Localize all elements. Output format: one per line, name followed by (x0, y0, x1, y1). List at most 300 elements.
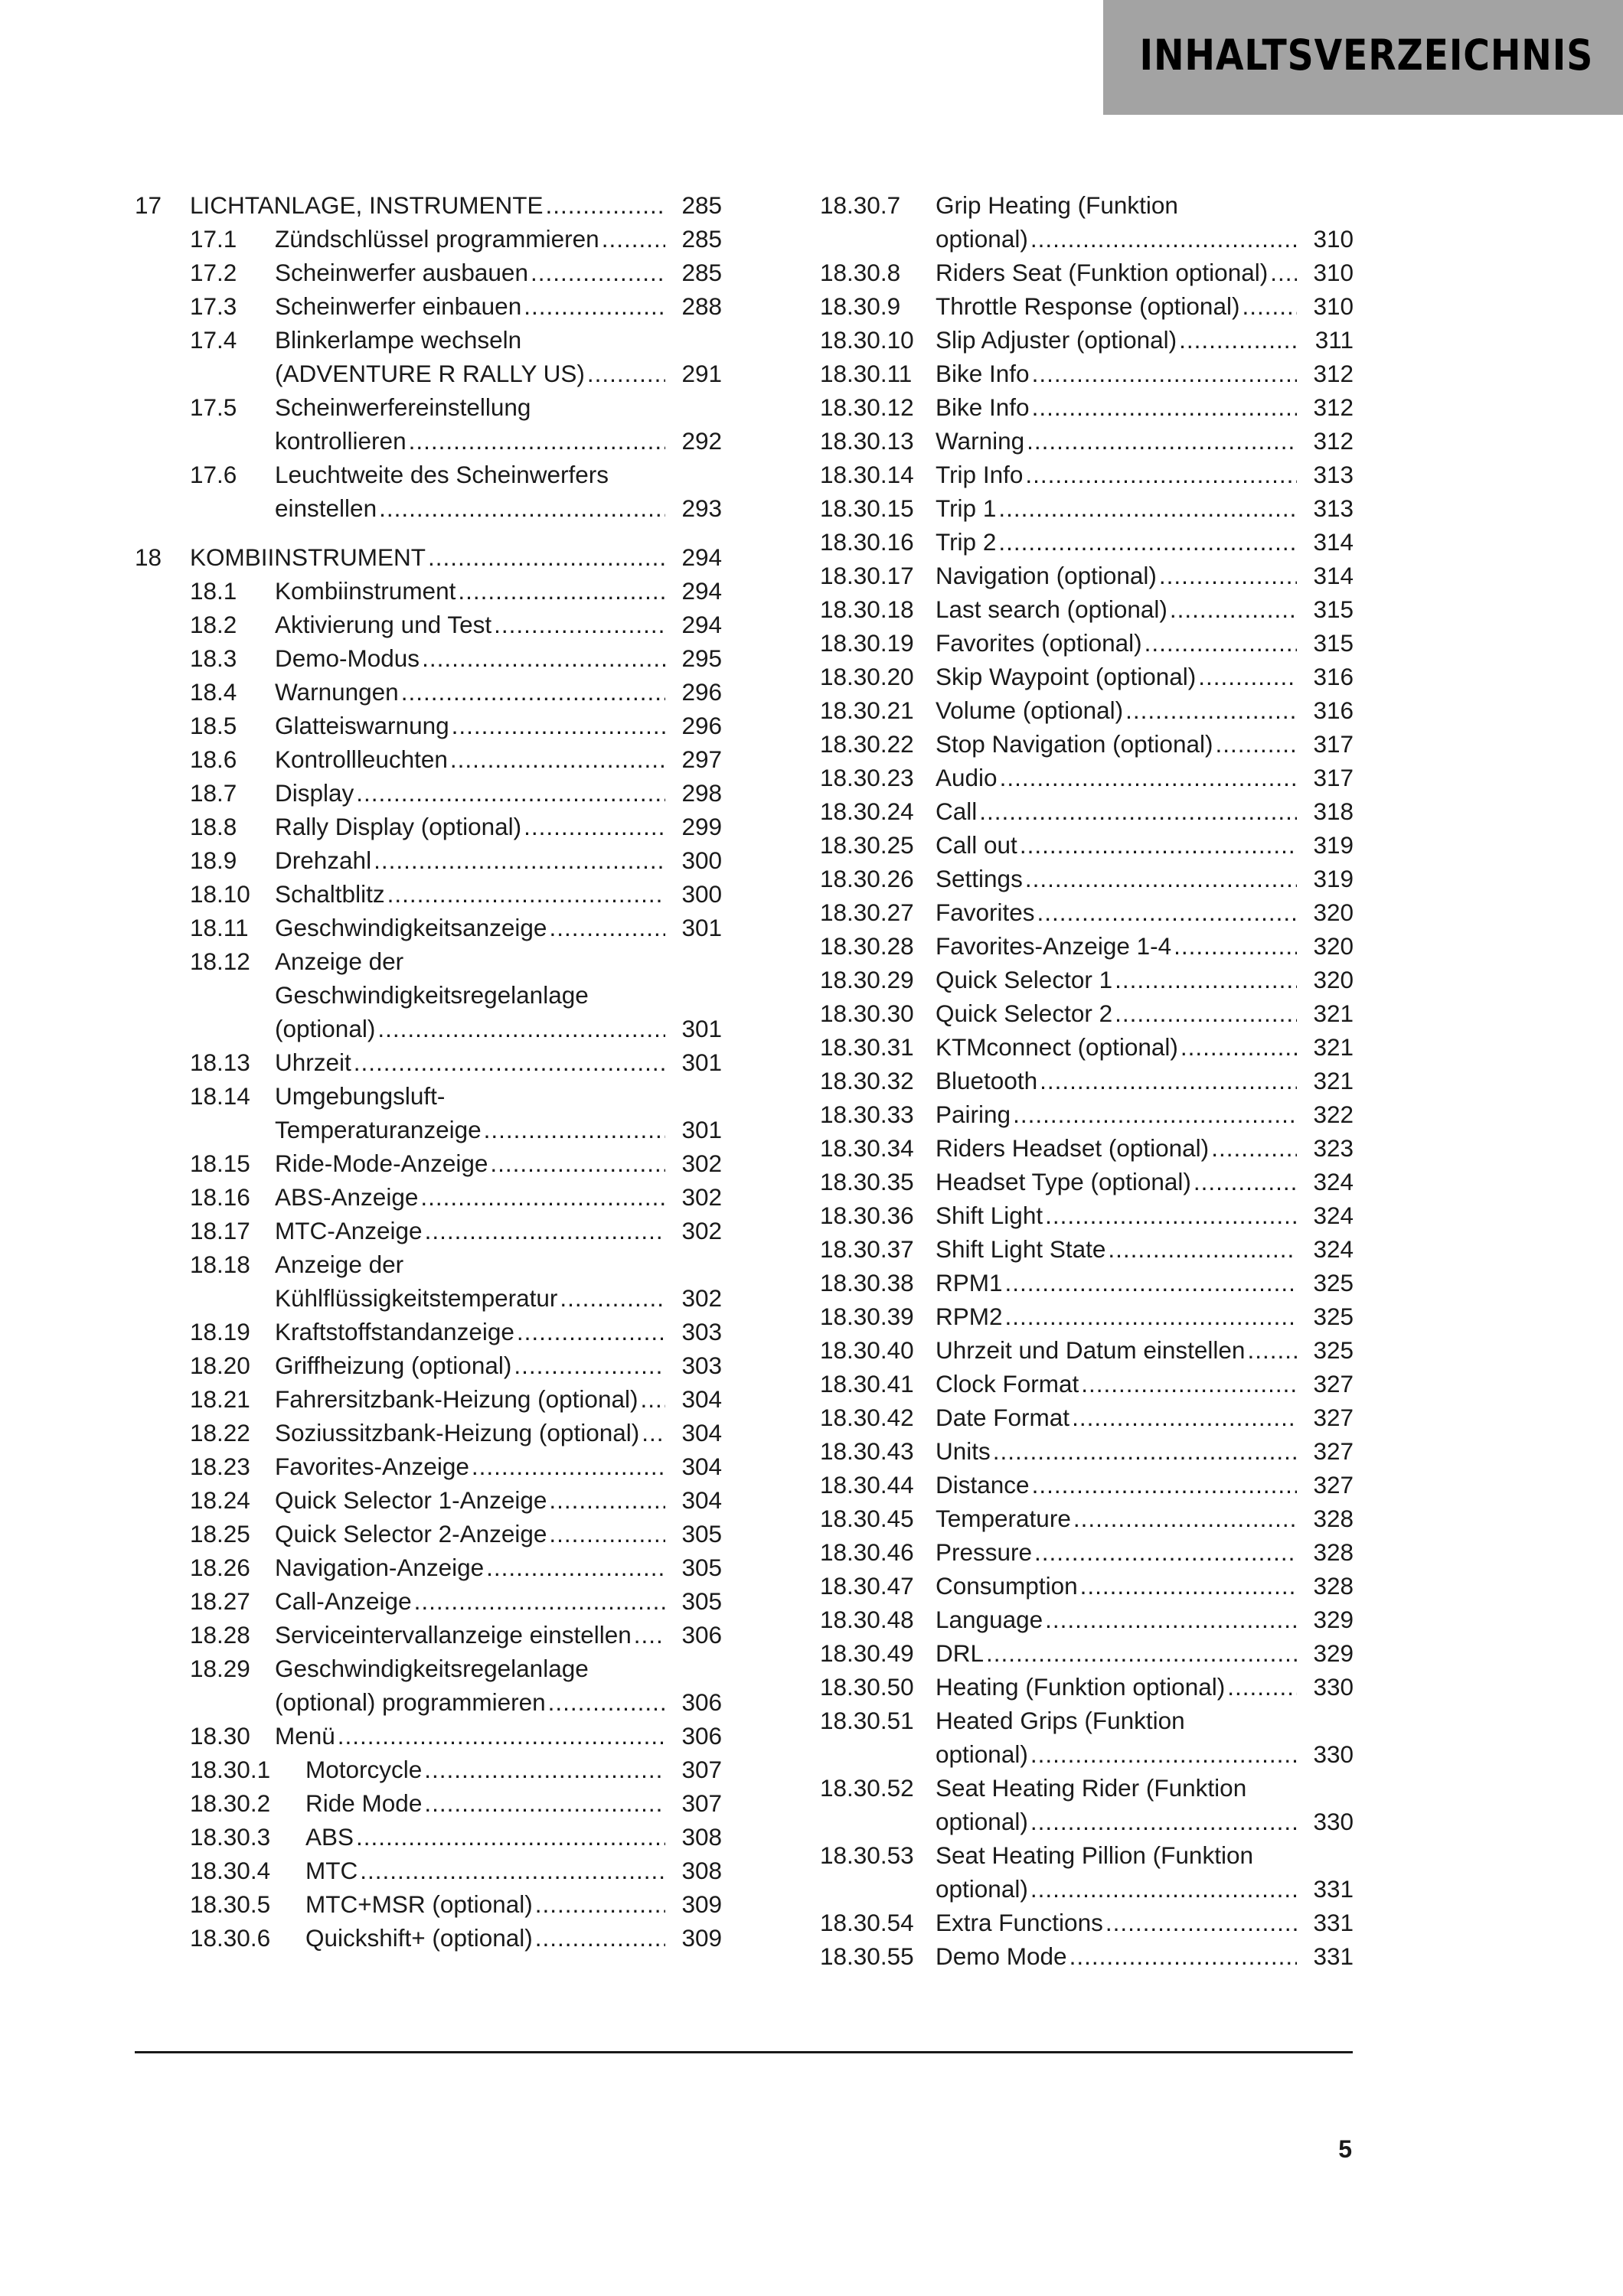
toc-entry[interactable] (135, 390, 722, 458)
toc-entry-title: Clock Format (936, 1370, 1079, 1397)
toc-entry-number: 18.30.11 (820, 360, 913, 387)
toc-entry[interactable] (135, 1719, 722, 1753)
toc-entry[interactable] (135, 222, 722, 256)
toc-entry-number: 18.30.40 (820, 1336, 914, 1364)
toc-entry[interactable] (820, 390, 1354, 424)
toc-entry[interactable] (135, 1315, 722, 1349)
toc-entry-title: Soziussitzbank-Heizung (optional) (275, 1419, 640, 1446)
toc-entry[interactable] (820, 1670, 1354, 1704)
toc-entry-number: 18.17 (190, 1217, 250, 1244)
toc-entry-number: 18.30.16 (820, 528, 914, 556)
toc-entry[interactable] (135, 188, 722, 222)
toc-entry-number: 17.6 (190, 461, 237, 488)
toc-entry-page: 294 (681, 577, 722, 605)
toc-entry[interactable] (135, 810, 722, 843)
dot-leader (602, 222, 665, 256)
dot-leader (1032, 1468, 1297, 1502)
toc-entry[interactable] (820, 256, 1354, 289)
toc-entry-page: 300 (681, 846, 722, 874)
toc-entry-page: 324 (1313, 1202, 1354, 1229)
toc-entry-title: Trip 1 (936, 494, 997, 522)
dot-leader (634, 1618, 665, 1652)
toc-entry[interactable] (820, 1636, 1354, 1670)
toc-entry-page: 310 (1313, 259, 1354, 286)
toc-entry[interactable] (135, 877, 722, 911)
toc-entry-title: Display (275, 779, 354, 807)
toc-entry-title: Ride Mode (305, 1789, 423, 1817)
toc-entry-page: 303 (681, 1318, 722, 1345)
dot-leader (1030, 1805, 1297, 1838)
dot-leader (1211, 1131, 1297, 1165)
toc-entry-title: Kontrollleuchten (275, 745, 448, 773)
toc-entry-title: Slip Adjuster (optional) (936, 326, 1177, 354)
dot-leader (993, 1434, 1297, 1468)
toc-entry-number: 17.3 (190, 292, 237, 320)
toc-entry[interactable] (135, 1887, 722, 1921)
toc-entry[interactable] (135, 843, 722, 877)
toc-entry[interactable] (135, 1045, 722, 1079)
toc-entry-title: MTC+MSR (optional) (305, 1890, 533, 1918)
toc-entry[interactable] (820, 1434, 1354, 1468)
toc-entry[interactable] (820, 1939, 1354, 1973)
toc-entry[interactable] (135, 1180, 722, 1214)
toc-entry-number: 18.30.8 (820, 259, 901, 286)
toc-entry[interactable] (820, 1535, 1354, 1569)
toc-entry-page: 310 (1313, 225, 1354, 253)
toc-entry[interactable] (820, 188, 1354, 256)
toc-entry[interactable] (820, 1064, 1354, 1097)
toc-entry-title: Units (936, 1437, 991, 1465)
toc-entry[interactable] (820, 559, 1354, 592)
toc-entry-number: 18.25 (190, 1520, 250, 1548)
toc-entry[interactable] (135, 1921, 722, 1955)
toc-entry-page: 323 (1313, 1134, 1354, 1162)
dot-leader (998, 491, 1297, 525)
toc-entry[interactable] (820, 1603, 1354, 1636)
toc-entry[interactable] (135, 1450, 722, 1483)
dot-leader (338, 1719, 665, 1753)
dot-leader (486, 1551, 665, 1584)
toc-entry-title: Trip Info (936, 461, 1024, 488)
toc-entry-number: 18.30.27 (820, 899, 914, 926)
dot-leader (428, 540, 665, 574)
toc-entry[interactable] (820, 424, 1354, 458)
toc-entry-title: Distance (936, 1471, 1030, 1499)
toc-entry-page: 304 (681, 1486, 722, 1514)
toc-entry-title: Warning (936, 427, 1025, 455)
toc-entry-page: 321 (1313, 1067, 1354, 1094)
toc-entry[interactable] (135, 540, 722, 574)
toc-entry-number: 18.30.2 (190, 1789, 271, 1817)
toc-entry-page: 313 (1313, 461, 1354, 488)
toc-entry-page: 312 (1313, 360, 1354, 387)
dot-leader (422, 641, 665, 675)
toc-entry-title: optional) (936, 1875, 1028, 1903)
toc-entry-page: 303 (681, 1352, 722, 1379)
dot-leader (360, 1854, 665, 1887)
toc-entry-title: Favorites (optional) (936, 629, 1142, 657)
toc-entry[interactable] (820, 761, 1354, 794)
toc-entry-page: 329 (1313, 1606, 1354, 1633)
dot-leader (1125, 693, 1297, 727)
toc-entry-number: 18.30.30 (820, 1000, 914, 1027)
toc-entry[interactable] (135, 1753, 722, 1786)
toc-entry[interactable] (820, 626, 1354, 660)
toc-entry-number: 18.30.7 (820, 191, 901, 219)
dot-leader (1145, 626, 1297, 660)
toc-entry-number: 18.30.53 (820, 1841, 914, 1869)
dot-leader (1005, 1266, 1297, 1300)
toc-entry[interactable] (135, 323, 722, 390)
toc-entry-number: 18.30.37 (820, 1235, 914, 1263)
toc-entry-number: 18.30.44 (820, 1471, 914, 1499)
toc-entry-number: 18.30.3 (190, 1823, 271, 1851)
toc-column-left (135, 188, 722, 1955)
dot-leader (1045, 1603, 1297, 1636)
toc-entry[interactable] (135, 1551, 722, 1584)
toc-entry-page: 302 (681, 1284, 722, 1312)
toc-entry[interactable] (820, 525, 1354, 559)
toc-entry-title: optional) (936, 1808, 1028, 1835)
toc-entry-page: 291 (681, 360, 722, 387)
toc-entry-page: 314 (1313, 562, 1354, 589)
toc-entry-title: Temperaturanzeige (275, 1116, 482, 1143)
toc-entry[interactable] (135, 1247, 722, 1315)
toc-entry-title: Anzeige der (275, 947, 404, 975)
toc-entry[interactable] (135, 944, 722, 1045)
toc-entry-title: Ride-Mode-Anzeige (275, 1150, 488, 1177)
toc-entry-page: 304 (681, 1453, 722, 1480)
toc-entry-page: 309 (681, 1924, 722, 1952)
toc-entry-number: 18.30.50 (820, 1673, 914, 1701)
toc-entry-title: RPM2 (936, 1303, 1003, 1330)
dot-leader (1080, 1569, 1297, 1603)
toc-entry-page: 330 (1313, 1740, 1354, 1768)
toc-entry[interactable] (820, 1199, 1354, 1232)
toc-entry[interactable] (135, 289, 722, 323)
dot-leader (1025, 862, 1297, 895)
toc-entry-title: Bike Info (936, 360, 1030, 387)
toc-entry-page: 301 (681, 1015, 722, 1042)
toc-entry-number: 18.30.32 (820, 1067, 914, 1094)
toc-entry[interactable] (820, 1367, 1354, 1401)
toc-entry-title: Pressure (936, 1538, 1033, 1566)
dot-leader (1072, 1401, 1297, 1434)
toc-entry[interactable] (135, 1382, 722, 1416)
toc-entry-number: 18.16 (190, 1183, 250, 1211)
toc-entry[interactable] (820, 1906, 1354, 1939)
toc-entry-page: 313 (1313, 494, 1354, 522)
toc-entry-number: 18.30.4 (190, 1857, 271, 1884)
toc-entry-number: 18.15 (190, 1150, 250, 1177)
toc-entry-title: optional) (936, 225, 1028, 253)
toc-entry[interactable] (820, 895, 1354, 929)
toc-entry-page: 327 (1313, 1437, 1354, 1465)
toc-entry[interactable] (820, 1131, 1354, 1165)
toc-entry-page: 310 (1313, 292, 1354, 320)
toc-entry-title: (ADVENTURE R RALLY US) (275, 360, 585, 387)
toc-entry[interactable] (135, 911, 722, 944)
toc-entry[interactable] (820, 828, 1354, 862)
toc-entry[interactable] (820, 1097, 1354, 1131)
toc-entry-number: 18.30.46 (820, 1538, 914, 1566)
toc-entry-title: Pairing (936, 1101, 1011, 1128)
toc-entry-number: 18.30.42 (820, 1404, 914, 1431)
toc-entry-number: 18.30.28 (820, 932, 914, 960)
toc-entry[interactable] (135, 1820, 722, 1854)
toc-entry-title: Heating (Funktion optional) (936, 1673, 1226, 1701)
toc-entry-page: 292 (681, 427, 722, 455)
dot-leader (377, 1012, 665, 1045)
toc-entry-page: 325 (1313, 1269, 1354, 1296)
toc-entry-title: Scheinwerfer ausbauen (275, 259, 528, 286)
toc-entry-number: 18.19 (190, 1318, 250, 1345)
dot-leader (979, 794, 1297, 828)
dot-leader (409, 424, 665, 458)
toc-entry-title: optional) (936, 1740, 1028, 1768)
toc-entry-title: Demo-Modus (275, 644, 420, 672)
toc-entry[interactable] (820, 1266, 1354, 1300)
toc-entry-title: Anzeige der (275, 1251, 404, 1278)
toc-entry-page: 296 (681, 712, 722, 739)
dot-leader (1115, 996, 1297, 1030)
page-number: 5 (1338, 2135, 1352, 2163)
toc-entry-page: 311 (1314, 326, 1354, 354)
toc-entry-title: Scheinwerfer einbauen (275, 292, 522, 320)
dot-leader (1215, 727, 1297, 761)
toc-entry-title: Temperature (936, 1505, 1071, 1532)
toc-entry-number: 18.30.22 (820, 730, 914, 758)
toc-entry[interactable] (135, 641, 722, 675)
toc-entry-number: 18.30.51 (820, 1707, 914, 1734)
toc-entry-page: 327 (1313, 1404, 1354, 1431)
toc-entry-number: 18.5 (190, 712, 237, 739)
toc-entry-number: 18.30.45 (820, 1505, 914, 1532)
toc-entry-number: 18.1 (190, 577, 237, 605)
toc-entry-number: 18.22 (190, 1419, 250, 1446)
toc-entry[interactable] (820, 1165, 1354, 1199)
dot-leader (484, 1113, 665, 1146)
toc-entry-number: 18.30.36 (820, 1202, 914, 1229)
toc-entry[interactable] (820, 1838, 1354, 1906)
toc-entry-number: 18.21 (190, 1385, 250, 1413)
toc-entry-title: Date Format (936, 1404, 1070, 1431)
toc-entry-title: Rally Display (optional) (275, 813, 522, 840)
toc-entry-number: 18.20 (190, 1352, 250, 1379)
toc-entry[interactable] (820, 1333, 1354, 1367)
toc-entry-number: 18.30.47 (820, 1572, 914, 1600)
toc-entry-title: Bluetooth (936, 1067, 1038, 1094)
dot-leader (1000, 761, 1297, 794)
toc-entry[interactable] (135, 1652, 722, 1719)
section-header (1103, 0, 1623, 115)
toc-entry-title: Trip 2 (936, 528, 997, 556)
toc-entry[interactable] (820, 1401, 1354, 1434)
toc-entry-number: 18.11 (190, 914, 249, 941)
toc-entry-title: Audio (936, 764, 998, 791)
toc-entry-number: 18.30.13 (820, 427, 914, 455)
toc-entry-page: 296 (681, 678, 722, 706)
toc-entry-number: 18.13 (190, 1049, 250, 1076)
section-title: INHALTSVERZEICHNIS (1139, 31, 1594, 80)
dot-leader (490, 1146, 665, 1180)
toc-entry-title: Consumption (936, 1572, 1078, 1600)
toc-entry[interactable] (820, 323, 1354, 357)
toc-entry-number: 17.1 (190, 225, 237, 253)
toc-entry-title: Volume (optional) (936, 696, 1124, 724)
toc-entry-page: 319 (1313, 831, 1354, 859)
toc-entry-number: 18.30.29 (820, 966, 914, 993)
toc-entry[interactable] (135, 709, 722, 742)
toc-entry[interactable] (135, 1349, 722, 1382)
dot-leader (1045, 1199, 1297, 1232)
toc-entry-title: Favorites-Anzeige 1-4 (936, 932, 1172, 960)
toc-entry[interactable] (820, 1704, 1354, 1771)
toc-entry[interactable] (820, 794, 1354, 828)
toc-entry[interactable] (135, 1214, 722, 1247)
toc-entry[interactable] (135, 574, 722, 608)
toc-entry[interactable] (820, 289, 1354, 323)
dot-leader (1013, 1097, 1297, 1131)
dot-leader (458, 574, 665, 608)
toc-entry[interactable] (820, 1232, 1354, 1266)
dot-leader (1174, 929, 1297, 963)
toc-entry[interactable] (135, 1146, 722, 1180)
dot-leader (424, 1786, 665, 1820)
toc-entry-title: Favorites (936, 899, 1035, 926)
toc-entry-page: 314 (1313, 528, 1354, 556)
toc-entry[interactable] (135, 1854, 722, 1887)
toc-entry[interactable] (820, 862, 1354, 895)
toc-entry-title: Bike Info (936, 393, 1030, 421)
dot-leader (450, 742, 665, 776)
toc-entry-number: 18.30.31 (820, 1033, 914, 1061)
toc-entry-page: 305 (681, 1554, 722, 1581)
toc-entry-number: 18.30.43 (820, 1437, 914, 1465)
toc-entry-number: 18.30.5 (190, 1890, 271, 1918)
dot-leader (640, 1382, 665, 1416)
toc-entry-page: 299 (681, 813, 722, 840)
toc-entry[interactable] (820, 357, 1354, 390)
toc-entry-number: 18.30.38 (820, 1269, 914, 1296)
toc-entry-page: 304 (681, 1419, 722, 1446)
dot-leader (642, 1416, 665, 1450)
toc-entry-page: 308 (681, 1857, 722, 1884)
dot-leader (387, 877, 665, 911)
toc-entry-title: Language (936, 1606, 1043, 1633)
toc-entry-page: 301 (681, 1116, 722, 1143)
toc-entry-title: Riders Headset (optional) (936, 1134, 1210, 1162)
toc-entry-number: 18.30.20 (820, 663, 914, 690)
toc-entry[interactable] (135, 675, 722, 709)
toc-entry[interactable] (820, 1569, 1354, 1603)
dot-leader (514, 1349, 665, 1382)
toc-entry[interactable] (820, 592, 1354, 626)
toc-entry-page: 302 (681, 1217, 722, 1244)
toc-entry-title: Headset Type (optional) (936, 1168, 1191, 1195)
toc-entry[interactable] (135, 1517, 722, 1551)
toc-entry-page: 325 (1313, 1303, 1354, 1330)
toc-entry-page: 305 (681, 1587, 722, 1615)
toc-entry[interactable] (135, 458, 722, 525)
toc-entry-title: Quick Selector 1 (936, 966, 1113, 993)
toc-entry-title: Uhrzeit (275, 1049, 351, 1076)
toc-entry-title: DRL (936, 1639, 985, 1667)
toc-entry-page: 330 (1313, 1808, 1354, 1835)
dot-leader (472, 1450, 665, 1483)
toc-entry[interactable] (135, 742, 722, 776)
toc-entry-page: 295 (681, 644, 722, 672)
toc-entry[interactable] (135, 1483, 722, 1517)
toc-entry-page: 331 (1313, 1942, 1354, 1970)
toc-entry[interactable] (820, 963, 1354, 996)
toc-entry[interactable] (820, 996, 1354, 1030)
toc-entry-number: 18.30.26 (820, 865, 914, 892)
toc-entry-page: 324 (1313, 1235, 1354, 1263)
toc-entry-page: 315 (1313, 595, 1354, 623)
toc-entry[interactable] (135, 1786, 722, 1820)
toc-entry[interactable] (820, 1771, 1354, 1838)
toc-entry[interactable] (820, 1300, 1354, 1333)
toc-entry[interactable] (820, 693, 1354, 727)
toc-column-right (820, 188, 1354, 1973)
dot-leader (1030, 1737, 1297, 1771)
toc-entry-page: 321 (1313, 1033, 1354, 1061)
toc-entry[interactable] (820, 929, 1354, 963)
footer-divider (135, 2051, 1353, 2053)
toc-entry-title: Riders Seat (Funktion optional) (936, 259, 1269, 286)
toc-entry[interactable] (820, 1030, 1354, 1064)
toc-entry-page: 294 (681, 543, 722, 571)
toc-entry[interactable] (135, 1584, 722, 1618)
toc-entry-title: (optional) programmieren (275, 1688, 546, 1716)
toc-entry[interactable] (135, 1416, 722, 1450)
toc-entry-page: 308 (681, 1823, 722, 1851)
toc-entry[interactable] (135, 776, 722, 810)
dot-leader (535, 1887, 665, 1921)
toc-entry-page: 327 (1313, 1471, 1354, 1499)
toc-entry[interactable] (820, 458, 1354, 491)
toc-entry[interactable] (820, 660, 1354, 693)
toc-entry-page: 328 (1313, 1538, 1354, 1566)
toc-entry-title: Throttle Response (optional) (936, 292, 1240, 320)
toc-entry[interactable] (135, 256, 722, 289)
toc-entry-title: Seat Heating Pillion (Funktion (936, 1841, 1253, 1869)
toc-entry-number: 18.30.49 (820, 1639, 914, 1667)
toc-entry[interactable] (820, 1502, 1354, 1535)
toc-entry-title: Favorites-Anzeige (275, 1453, 469, 1480)
toc-entry-number: 18.30.41 (820, 1370, 914, 1397)
toc-entry-page: 312 (1313, 393, 1354, 421)
toc-entry[interactable] (820, 491, 1354, 525)
toc-entry-title: Navigation (optional) (936, 562, 1157, 589)
toc-entry-title: Quickshift+ (optional) (305, 1924, 533, 1952)
toc-entry-title: Geschwindigkeitsregelanlage (275, 981, 589, 1009)
toc-entry-title: ABS (305, 1823, 354, 1851)
toc-entry[interactable] (820, 727, 1354, 761)
toc-entry-number: 18.30.14 (820, 461, 914, 488)
toc-entry-title: Quick Selector 2 (936, 1000, 1113, 1027)
toc-entry[interactable] (135, 608, 722, 641)
toc-entry-number: 18.30.6 (190, 1924, 271, 1952)
toc-entry-number: 18.30.10 (820, 326, 914, 354)
toc-entry[interactable] (820, 1468, 1354, 1502)
toc-entry-number: 18.27 (190, 1587, 250, 1615)
dot-leader (1020, 828, 1297, 862)
toc-entry[interactable] (135, 1079, 722, 1146)
toc-entry-number: 17.5 (190, 393, 237, 421)
toc-entry[interactable] (135, 1618, 722, 1652)
